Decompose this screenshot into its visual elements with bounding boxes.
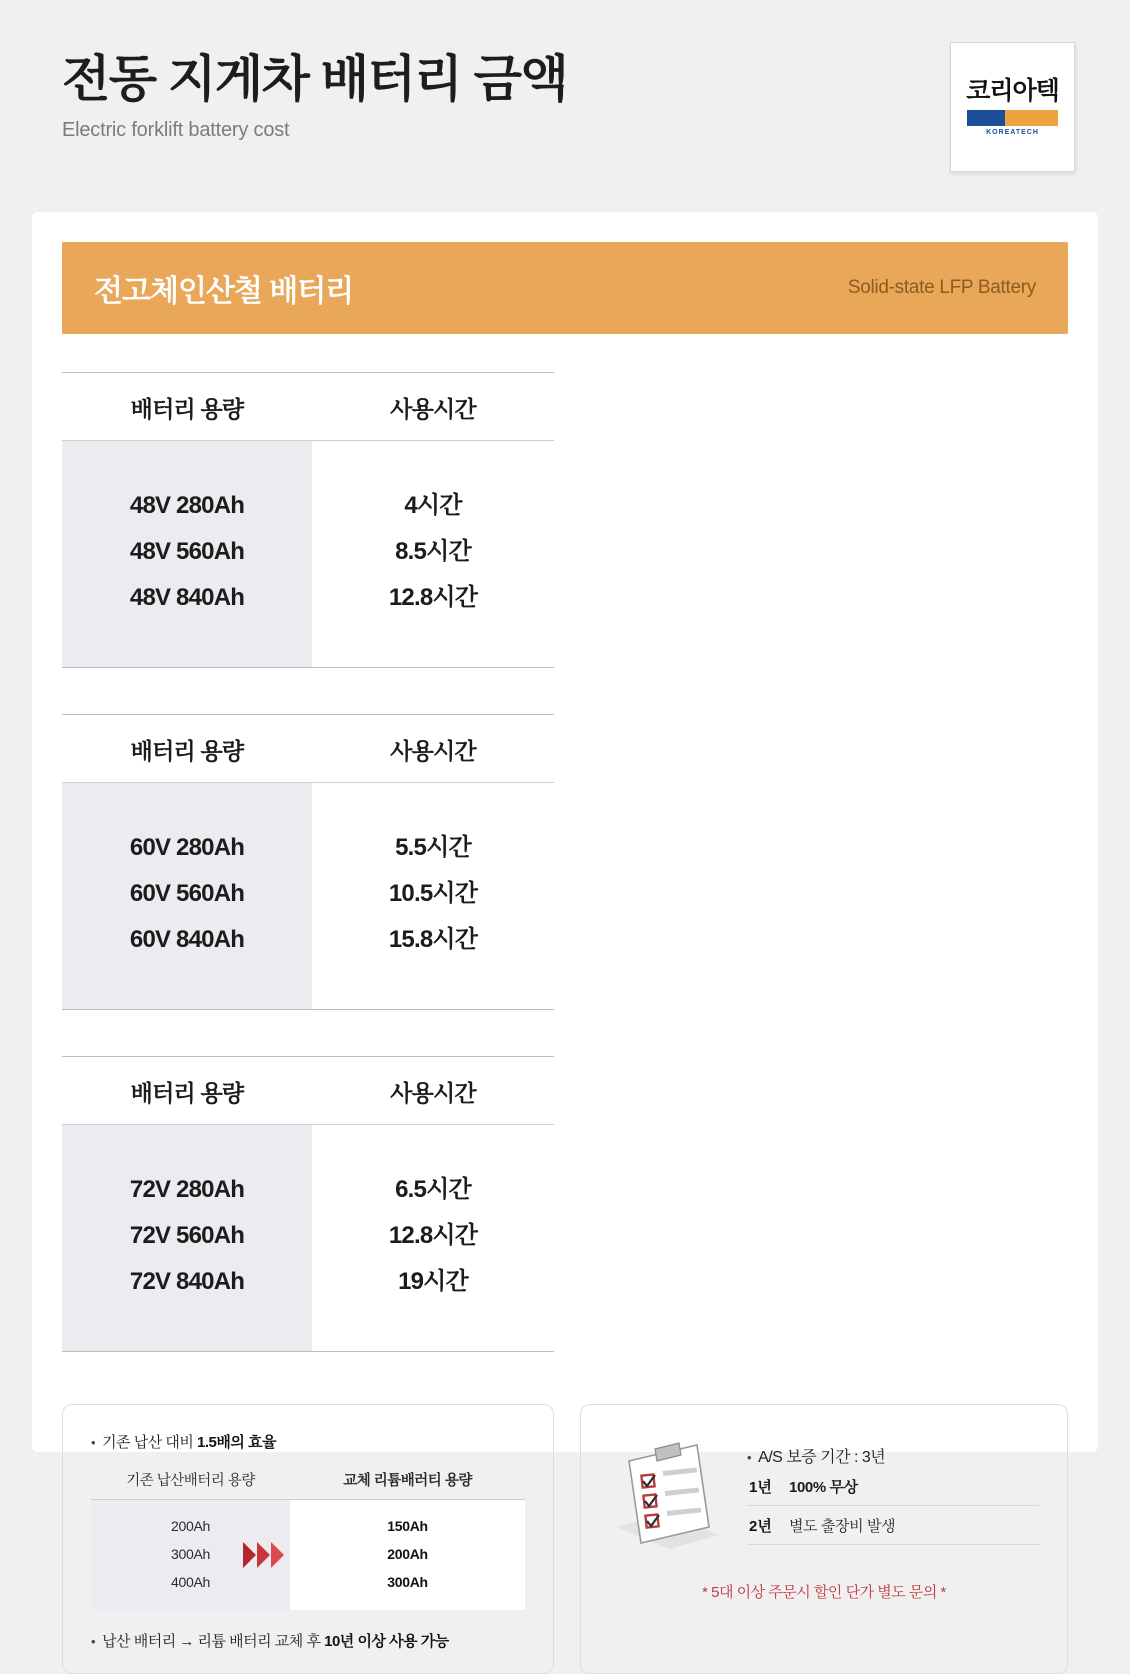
table-cell-hours: 15.8시간 xyxy=(388,926,478,953)
table-cell-capacity: 60V 280Ah xyxy=(129,834,245,861)
comparison-cell-new: 200Ah xyxy=(387,1546,428,1562)
table-cell-hours: 6.5시간 xyxy=(395,1176,471,1203)
column-header-capacity: 배터리 용량 xyxy=(130,738,244,764)
checklist-clipboard-icon xyxy=(609,1431,729,1553)
logo-bar-orange xyxy=(1005,110,1058,126)
table-cell-capacity: 48V 840Ah xyxy=(129,584,245,611)
capacity-column xyxy=(62,1125,312,1351)
table-cell-hours: 12.8시간 xyxy=(388,584,478,611)
efficiency-headline-plain: 기존 납산 대비 xyxy=(102,1434,198,1451)
table-cell-hours: 10.5시간 xyxy=(388,880,478,907)
table-body xyxy=(62,441,554,668)
warranty-title xyxy=(747,1444,1039,1467)
table-cell-hours: 5.5시간 xyxy=(395,834,471,861)
capacity-column xyxy=(62,783,312,1009)
column-header-hours: 사용시간 xyxy=(390,738,476,764)
comparison-header-row xyxy=(91,1469,525,1500)
warranty-year: 1년 xyxy=(749,1478,772,1496)
comparison-new-column xyxy=(290,1500,525,1610)
hours-column xyxy=(312,1125,554,1351)
bullet-dot-icon: • xyxy=(91,1634,96,1649)
checklist-clipboard-svg xyxy=(609,1431,729,1553)
brand-logo xyxy=(950,42,1075,172)
table-cell-capacity: 72V 560Ah xyxy=(129,1222,245,1249)
warranty-desc: 100% 무상 xyxy=(789,1478,858,1496)
efficiency-headline xyxy=(91,1431,525,1452)
table-cell-hours: 8.5시간 xyxy=(395,538,471,565)
logo-bar-blue xyxy=(967,110,1006,126)
comparison-cell-new: 300Ah xyxy=(387,1574,428,1590)
warranty-info-box xyxy=(580,1404,1068,1674)
efficiency-footnote-plain: 납산 배터리 → 리튬 배터리 교체 후 xyxy=(102,1633,325,1650)
page-header xyxy=(0,0,1130,212)
content-card xyxy=(32,212,1098,1650)
table-cell-capacity: 48V 280Ah xyxy=(129,492,245,519)
banner-title-en: Solid-state LFP Battery xyxy=(847,277,1036,298)
warranty-row xyxy=(747,1467,1039,1506)
column-header-hours: 사용시간 xyxy=(390,396,476,422)
comparison-cell-old: 200Ah xyxy=(171,1518,211,1534)
table-cell-hours: 19시간 xyxy=(398,1268,468,1295)
table-cell-capacity: 72V 840Ah xyxy=(129,1268,245,1295)
column-header-capacity: 배터리 용량 xyxy=(130,396,244,422)
table-cell-capacity: 72V 280Ah xyxy=(129,1176,245,1203)
table-cell-capacity: 60V 560Ah xyxy=(129,880,245,907)
warranty-year: 2년 xyxy=(749,1517,772,1535)
hours-column xyxy=(312,441,554,667)
comparison-cell-old: 400Ah xyxy=(171,1574,211,1590)
table-cell-capacity: 48V 560Ah xyxy=(129,538,245,565)
efficiency-info-box xyxy=(62,1404,554,1674)
comparison-cell-new: 150Ah xyxy=(387,1518,428,1534)
comparison-body xyxy=(91,1500,525,1610)
bulk-order-note: * 5대 이상 주문시 할인 단가 별도 문의 * xyxy=(702,1584,946,1601)
table-cell-hours: 12.8시간 xyxy=(388,1222,478,1249)
table-body xyxy=(62,1125,554,1352)
spec-table-grid xyxy=(62,372,1068,1352)
table-header-row xyxy=(62,372,554,441)
table-cell-capacity: 60V 840Ah xyxy=(129,926,245,953)
table-header-row xyxy=(62,1056,554,1125)
efficiency-footnote xyxy=(91,1630,525,1651)
efficiency-footnote-bold: 10년 이상 사용 가능 xyxy=(324,1633,449,1650)
page-subtitle: Electric forklift battery cost xyxy=(62,119,290,141)
column-header-capacity: 배터리 용량 xyxy=(130,1080,244,1106)
logo-text: 코리아텍 xyxy=(966,76,1059,105)
capacity-comparison-table xyxy=(91,1469,525,1610)
efficiency-headline-bold: 1.5배의 효율 xyxy=(197,1434,276,1451)
table-cell-hours: 4시간 xyxy=(404,492,462,519)
warranty-title-text: A/S 보증 기간 : 3년 xyxy=(758,1448,886,1466)
comparison-header-new: 교체 리튬배러티 용량 xyxy=(343,1473,472,1489)
comparison-cell-old: 300Ah xyxy=(171,1546,211,1562)
warranty-desc: 별도 출장비 발생 xyxy=(789,1517,896,1535)
spec-table-60v xyxy=(62,714,554,1010)
hours-column xyxy=(312,783,554,1009)
bullet-dot-icon: • xyxy=(747,1449,752,1465)
warranty-content xyxy=(609,1431,1039,1553)
logo-color-bar xyxy=(967,110,1059,126)
spec-table-72v xyxy=(62,1056,554,1352)
column-header-hours: 사용시간 xyxy=(390,1080,476,1106)
warranty-row xyxy=(747,1506,1039,1545)
table-header-row xyxy=(62,714,554,783)
capacity-column xyxy=(62,441,312,667)
bullet-dot-icon: • xyxy=(91,1435,96,1450)
bottom-info-row xyxy=(62,1404,1068,1674)
section-banner xyxy=(62,242,1068,334)
spec-table-48v xyxy=(62,372,554,668)
comparison-header-old: 기존 납산배터리 용량 xyxy=(126,1473,255,1489)
table-body xyxy=(62,783,554,1010)
warranty-list xyxy=(747,1440,1039,1545)
logo-subtext: KOREATECH xyxy=(986,128,1039,136)
banner-title-ko: 전고체인산철 배터리 xyxy=(94,275,354,308)
page-title: 전동 지게차 배터리 금액 xyxy=(62,51,568,107)
double-chevron-right-icon xyxy=(243,1542,284,1568)
